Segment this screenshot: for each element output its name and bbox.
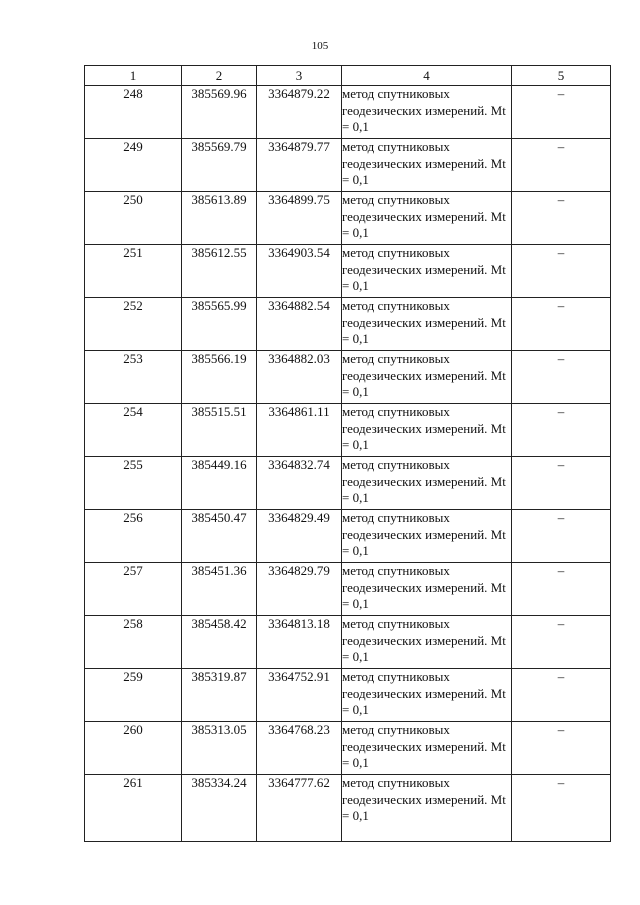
coordinate-x: 385451.36 xyxy=(182,563,257,616)
measurement-method: метод спутниковых геодезических измерений. Mt = 0,1 xyxy=(342,404,512,457)
coordinate-x: 385613.89 xyxy=(182,192,257,245)
measurement-method: метод спутниковых геодезических измерений. Mt = 0,1 xyxy=(342,669,512,722)
table-row xyxy=(85,298,611,351)
table-header-row xyxy=(85,66,611,86)
measurement-method: метод спутниковых геодезических измерений. Mt = 0,1 xyxy=(342,563,512,616)
point-number: 251 xyxy=(85,245,182,298)
coordinate-y: 3364777.62 xyxy=(257,775,342,842)
table-row xyxy=(85,616,611,669)
coordinate-y: 3364903.54 xyxy=(257,245,342,298)
coordinate-y: 3364882.54 xyxy=(257,298,342,351)
table-row xyxy=(85,722,611,775)
point-number: 256 xyxy=(85,510,182,563)
coordinate-x: 385515.51 xyxy=(182,404,257,457)
coordinate-y: 3364899.75 xyxy=(257,192,342,245)
table-row xyxy=(85,510,611,563)
measurement-method: метод спутниковых геодезических измерений. Mt = 0,1 xyxy=(342,192,512,245)
point-number: 252 xyxy=(85,298,182,351)
header-cell: 2 xyxy=(182,66,257,86)
table-row xyxy=(85,669,611,722)
coordinate-y: 3364832.74 xyxy=(257,457,342,510)
coordinate-x: 385458.42 xyxy=(182,616,257,669)
note-dash: – xyxy=(512,563,611,616)
coordinate-x: 385319.87 xyxy=(182,669,257,722)
table-row xyxy=(85,563,611,616)
point-number: 254 xyxy=(85,404,182,457)
measurement-method: метод спутниковых геодезических измерений. Mt = 0,1 xyxy=(342,139,512,192)
table-row xyxy=(85,192,611,245)
coordinate-x: 385449.16 xyxy=(182,457,257,510)
header-cell: 5 xyxy=(512,66,611,86)
header-cell: 1 xyxy=(85,66,182,86)
note-dash: – xyxy=(512,139,611,192)
note-dash: – xyxy=(512,86,611,139)
measurement-method: метод спутниковых геодезических измерений. Mt = 0,1 xyxy=(342,245,512,298)
coordinate-x: 385565.99 xyxy=(182,298,257,351)
coordinate-x: 385569.96 xyxy=(182,86,257,139)
table-row xyxy=(85,139,611,192)
measurement-method: метод спутниковых геодезических измерений. Mt = 0,1 xyxy=(342,722,512,775)
note-dash: – xyxy=(512,616,611,669)
note-dash: – xyxy=(512,192,611,245)
coordinate-y: 3364752.91 xyxy=(257,669,342,722)
coordinate-y: 3364882.03 xyxy=(257,351,342,404)
table-row xyxy=(85,775,611,842)
measurement-method: метод спутниковых геодезических измерений. Mt = 0,1 xyxy=(342,616,512,669)
point-number: 248 xyxy=(85,86,182,139)
page-number: 105 xyxy=(311,40,329,52)
note-dash: – xyxy=(512,457,611,510)
note-dash: – xyxy=(512,404,611,457)
point-number: 258 xyxy=(85,616,182,669)
measurement-method: метод спутниковых геодезических измерений. Mt = 0,1 xyxy=(342,86,512,139)
point-number: 255 xyxy=(85,457,182,510)
header-cell: 4 xyxy=(342,66,512,86)
note-dash: – xyxy=(512,298,611,351)
coordinate-x: 385450.47 xyxy=(182,510,257,563)
point-number: 253 xyxy=(85,351,182,404)
table-row xyxy=(85,457,611,510)
table-row xyxy=(85,351,611,404)
point-number: 259 xyxy=(85,669,182,722)
coordinate-y: 3364813.18 xyxy=(257,616,342,669)
point-number: 249 xyxy=(85,139,182,192)
table-row xyxy=(85,245,611,298)
coordinate-y: 3364861.11 xyxy=(257,404,342,457)
coordinate-x: 385612.55 xyxy=(182,245,257,298)
point-number: 261 xyxy=(85,775,182,842)
measurement-method: метод спутниковых геодезических измерений. Mt = 0,1 xyxy=(342,351,512,404)
note-dash: – xyxy=(512,722,611,775)
table-row xyxy=(85,86,611,139)
note-dash: – xyxy=(512,510,611,563)
coordinate-x: 385566.19 xyxy=(182,351,257,404)
table-row xyxy=(85,404,611,457)
note-dash: – xyxy=(512,669,611,722)
measurement-method: метод спутниковых геодезических измерений. Mt = 0,1 xyxy=(342,457,512,510)
coordinate-x: 385569.79 xyxy=(182,139,257,192)
measurement-method: метод спутниковых геодезических измерений. Mt = 0,1 xyxy=(342,298,512,351)
coordinate-y: 3364879.22 xyxy=(257,86,342,139)
measurement-method: метод спутниковых геодезических измерений. Mt = 0,1 xyxy=(342,775,512,842)
point-number: 250 xyxy=(85,192,182,245)
coordinate-x: 385313.05 xyxy=(182,722,257,775)
coordinate-y: 3364768.23 xyxy=(257,722,342,775)
note-dash: – xyxy=(512,775,611,842)
coordinate-y: 3364829.79 xyxy=(257,563,342,616)
coordinate-x: 385334.24 xyxy=(182,775,257,842)
header-cell: 3 xyxy=(257,66,342,86)
note-dash: – xyxy=(512,245,611,298)
coordinate-y: 3364829.49 xyxy=(257,510,342,563)
measurement-method: метод спутниковых геодезических измерений. Mt = 0,1 xyxy=(342,510,512,563)
point-number: 260 xyxy=(85,722,182,775)
coordinate-y: 3364879.77 xyxy=(257,139,342,192)
point-number: 257 xyxy=(85,563,182,616)
note-dash: – xyxy=(512,351,611,404)
coordinates-table xyxy=(84,65,611,842)
